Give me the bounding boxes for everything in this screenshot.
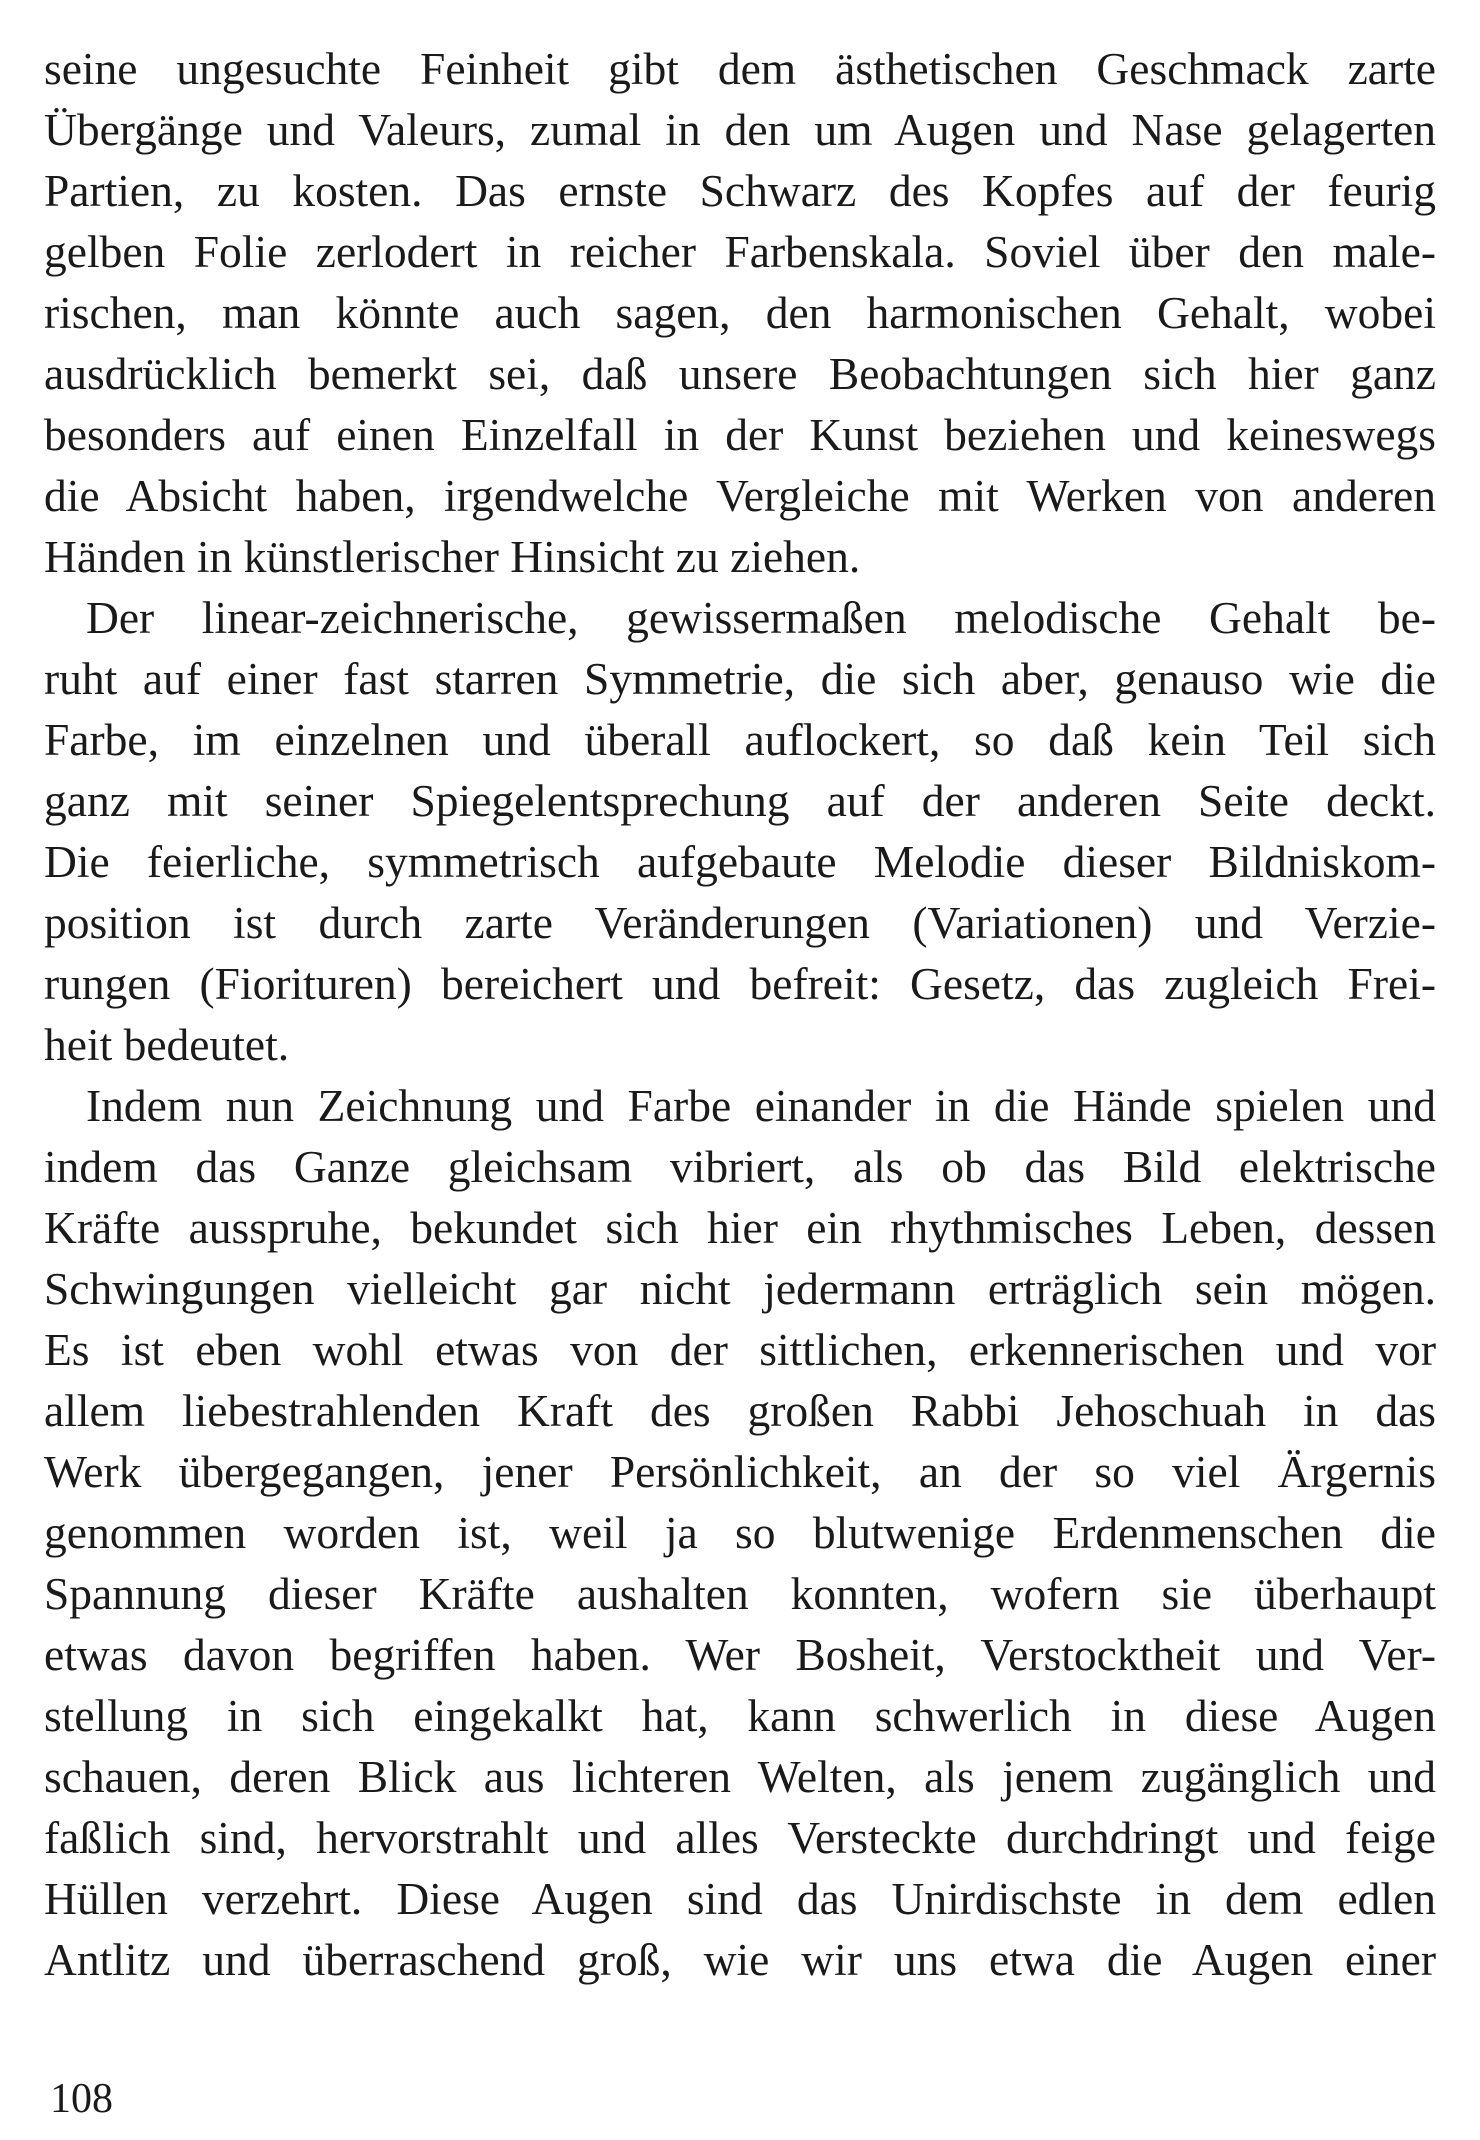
text-line: die Absicht haben, irgendwelche Vergleiche mit Werken von anderen xyxy=(44,470,1436,521)
text-line: etwas davon begriffen haben. Wer Bosheit, Verstocktheit und Ver- xyxy=(44,1629,1436,1680)
text-line: Partien, zu kosten. Das ernste Schwarz des Kopfes auf der feurig xyxy=(44,165,1436,216)
page-number: 108 xyxy=(50,2076,113,2122)
text-line: Übergänge und Valeurs, zumal in den um Augen und Nase gelagerten xyxy=(44,104,1436,155)
text-line: Händen in künstlerischer Hinsicht zu ziehen. xyxy=(44,531,861,582)
text-line: gelben Folie zerlodert in reicher Farbenskala. Soviel über den male- xyxy=(44,226,1436,277)
text-line: Farbe, im einzelnen und überall auflockert, so daß kein Teil sich xyxy=(44,714,1436,765)
text-line: rischen, man könnte auch sagen, den harmonischen Gehalt, wobei xyxy=(44,287,1436,338)
text-line: Spannung dieser Kräfte aushalten konnten, wofern sie überhaupt xyxy=(44,1568,1436,1619)
text-line: Schwingungen vielleicht gar nicht jedermann erträglich sein mögen. xyxy=(44,1263,1436,1314)
text-line: genommen worden ist, weil ja so blutwenige Erdenmenschen die xyxy=(44,1507,1436,1558)
text-line: position ist durch zarte Veränderungen (Variationen) und Verzie- xyxy=(44,897,1436,948)
text-line: Die feierliche, symmetrisch aufgebaute Melodie dieser Bildniskom- xyxy=(44,836,1436,887)
text-line: schauen, deren Blick aus lichteren Welten, als jenem zugänglich und xyxy=(44,1751,1436,1802)
text-line: heit bedeutet. xyxy=(44,1019,290,1070)
text-line: ausdrücklich bemerkt sei, daß unsere Beobachtungen sich hier ganz xyxy=(44,348,1436,399)
text-line: ruht auf einer fast starren Symmetrie, die sich aber, genauso wie die xyxy=(44,653,1436,704)
text-line: rungen (Fiorituren) bereichert und befreit: Gesetz, das zugleich Frei- xyxy=(44,958,1436,1009)
text-line: Antlitz und überraschend groß, wie wir uns etwa die Augen einer xyxy=(44,1934,1436,1985)
text-line: faßlich sind, hervorstrahlt und alles Versteckte durchdringt und feige xyxy=(44,1812,1436,1863)
text-line: besonders auf einen Einzelfall in der Kunst beziehen und keineswegs xyxy=(44,409,1436,460)
text-line: Kräfte ausspruhe, bekundet sich hier ein rhythmisches Leben, dessen xyxy=(44,1202,1436,1253)
paragraph-first-line: Indem nun Zeichnung und Farbe einander in die Hände spielen und xyxy=(86,1080,1436,1131)
text-line: stellung in sich eingekalkt hat, kann schwerlich in diese Augen xyxy=(44,1690,1436,1741)
text-line: indem das Ganze gleichsam vibriert, als ob das Bild elektrische xyxy=(44,1141,1436,1192)
text-line: seine ungesuchte Feinheit gibt dem ästhetischen Geschmack zarte xyxy=(44,43,1436,94)
text-line: ganz mit seiner Spiegelentsprechung auf der anderen Seite deckt. xyxy=(44,775,1436,826)
text-line: Werk übergegangen, jener Persönlichkeit, an der so viel Ärgernis xyxy=(44,1446,1436,1497)
body-text xyxy=(44,38,1436,1990)
text-line: Es ist eben wohl etwas von der sittlichen, erkennerischen und vor xyxy=(44,1324,1436,1375)
paragraph-first-line: Der linear-zeichnerische, gewissermaßen melodische Gehalt be- xyxy=(86,592,1436,643)
text-line: Hüllen verzehrt. Diese Augen sind das Unirdischste in dem edlen xyxy=(44,1873,1436,1924)
text-line: allem liebestrahlenden Kraft des großen Rabbi Jehoschuah in das xyxy=(44,1385,1436,1436)
